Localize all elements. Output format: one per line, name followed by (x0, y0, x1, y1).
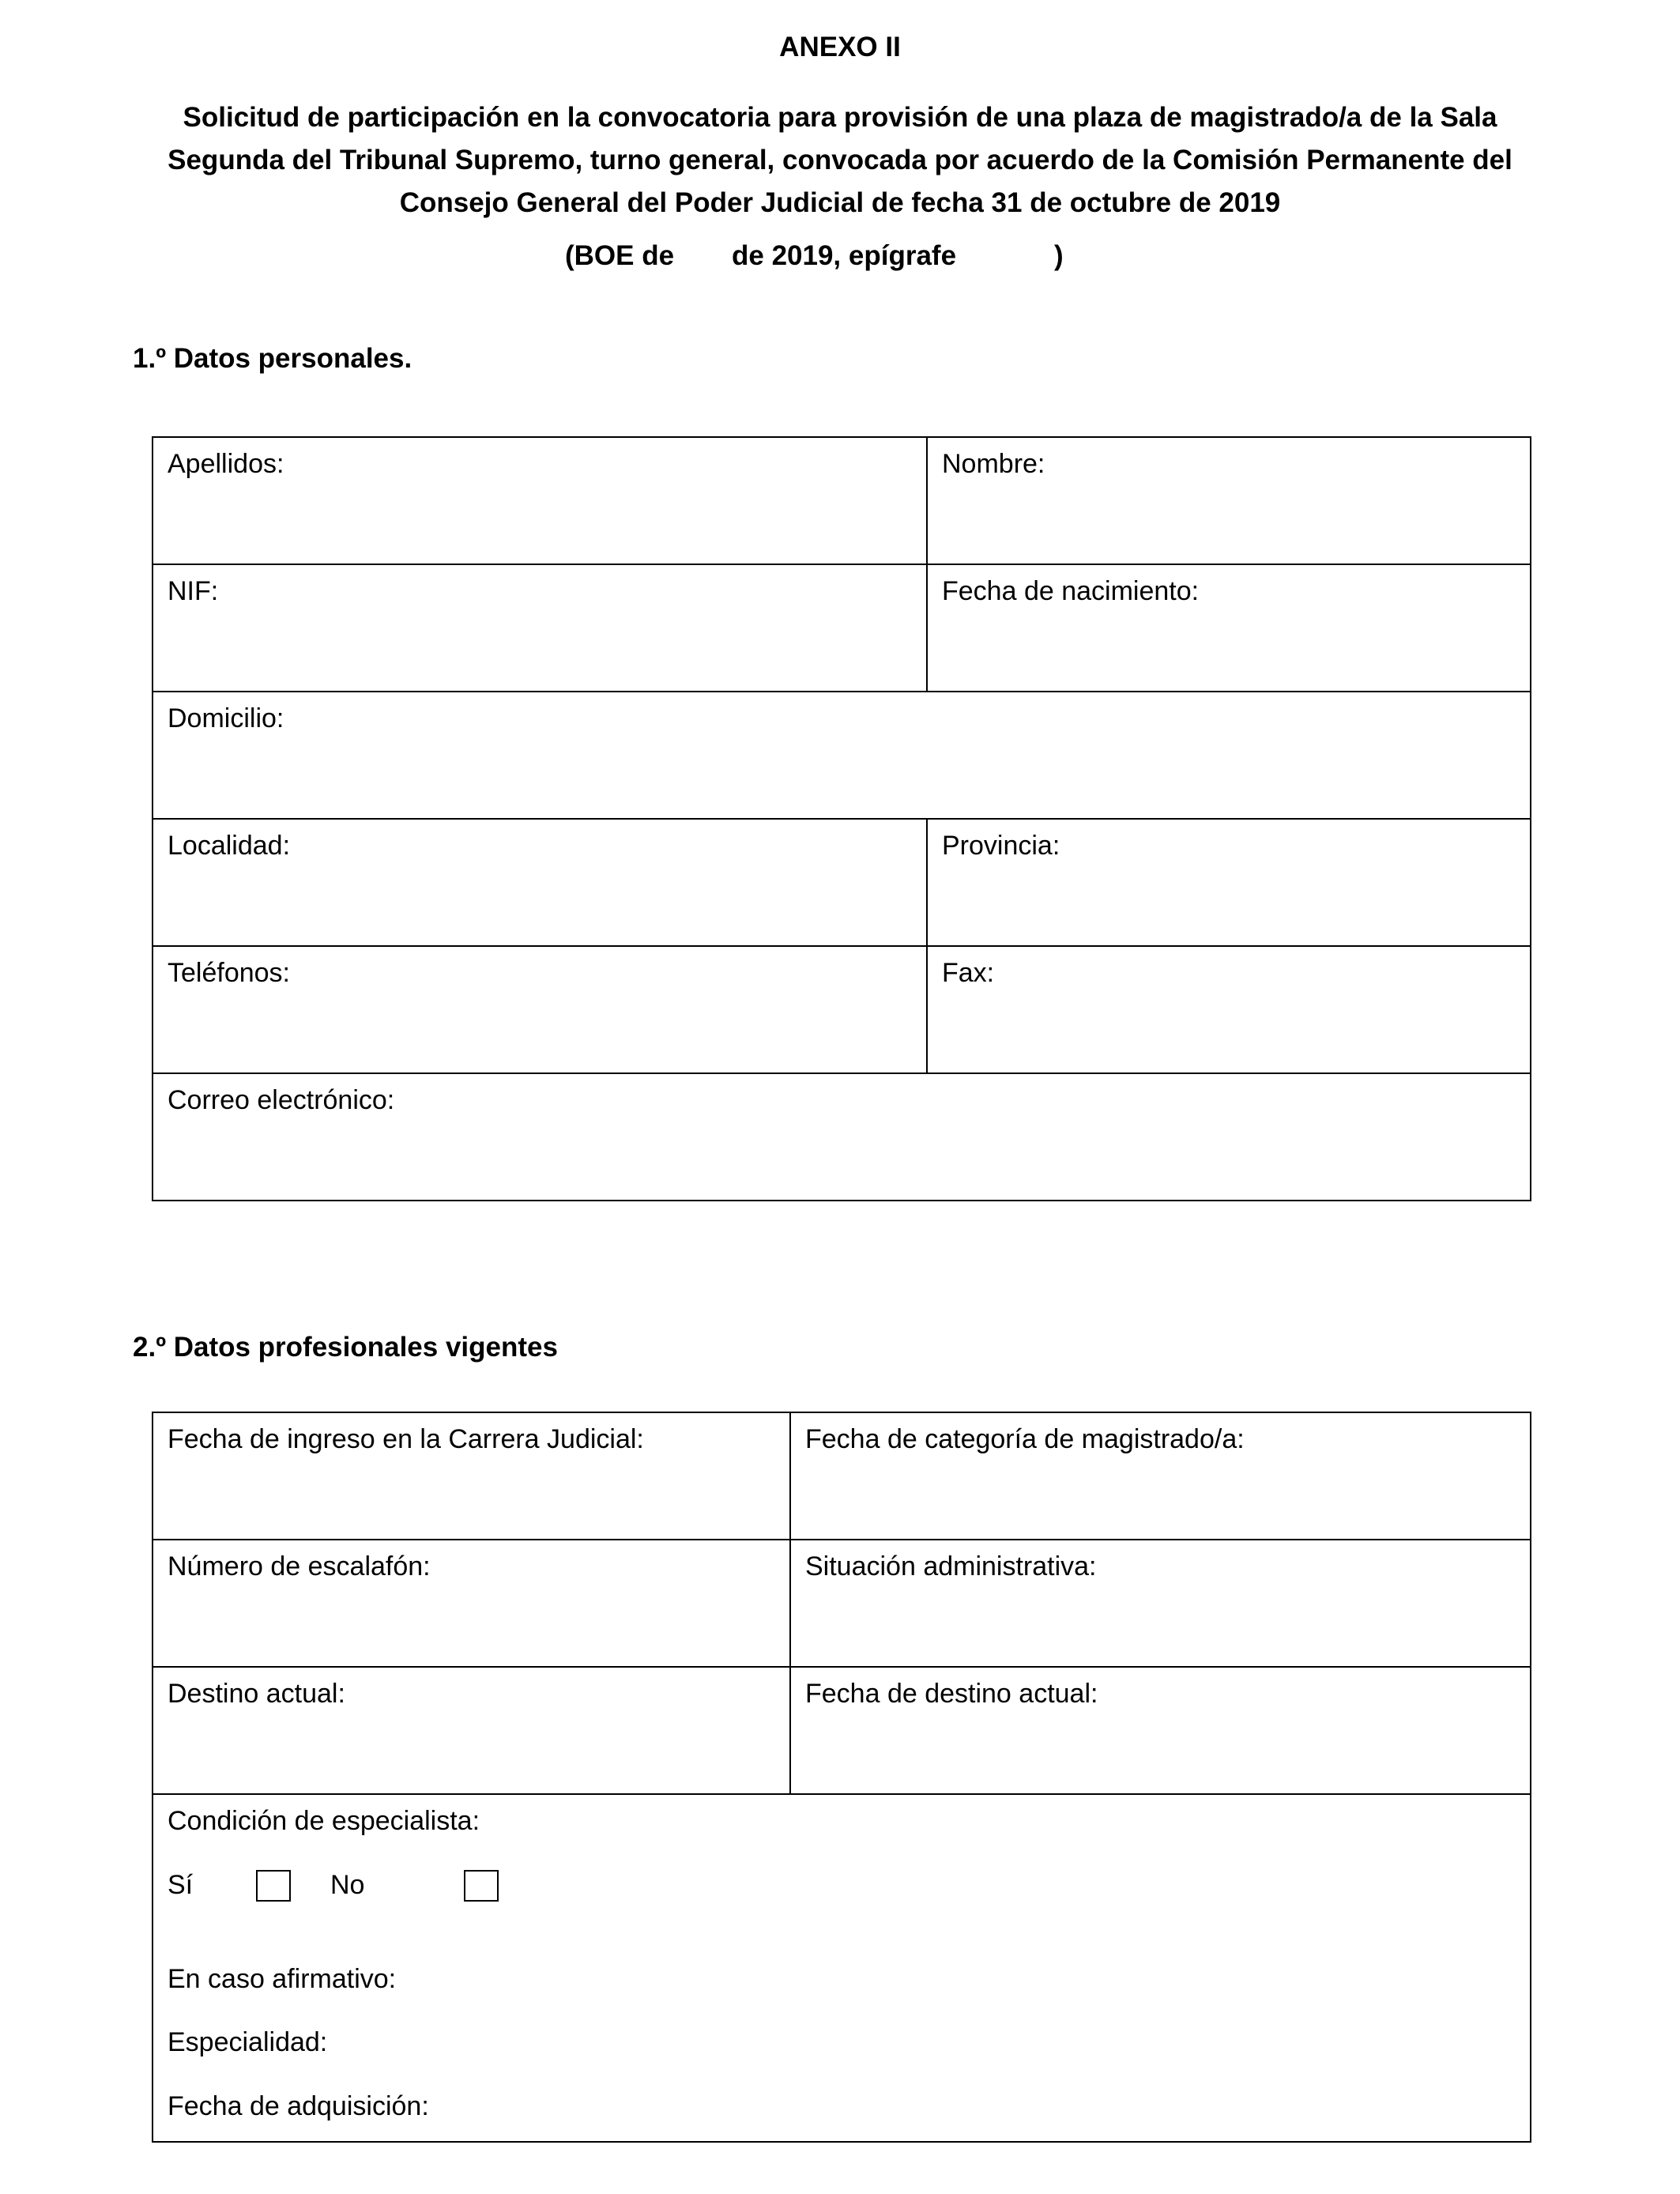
boe-prefix: (BOE de (565, 240, 675, 271)
si-checkbox[interactable] (256, 1870, 291, 1902)
fax-field[interactable] (927, 946, 1531, 1073)
numero-escalafon-label: Número de escalafón: (168, 1551, 431, 1581)
especialista-cell (153, 1794, 1531, 2142)
boe-close: ) (1054, 240, 1064, 271)
fecha-destino-field[interactable] (790, 1667, 1531, 1794)
table-row (153, 692, 1531, 819)
destino-actual-label: Destino actual: (168, 1679, 345, 1709)
caso-afirmativo-label: En caso afirmativo: (168, 1964, 397, 1994)
localidad-label: Localidad: (168, 831, 291, 861)
fecha-ingreso-label: Fecha de ingreso en la Carrera Judicial: (168, 1424, 644, 1454)
telefonos-label: Teléfonos: (168, 958, 290, 988)
si-label: Sí (168, 1870, 194, 1900)
destino-actual-field[interactable] (153, 1667, 790, 1794)
table-row (153, 1540, 1531, 1667)
correo-field[interactable] (153, 1073, 1531, 1201)
nombre-field[interactable] (927, 437, 1531, 564)
boe-middle: de 2019, epígrafe (732, 240, 957, 271)
domicilio-label: Domicilio: (168, 703, 284, 733)
provincia-field[interactable] (927, 819, 1531, 946)
provincia-label: Provincia: (942, 831, 1060, 861)
telefonos-field[interactable] (153, 946, 927, 1073)
personal-data-table (152, 436, 1531, 1201)
fecha-categoria-label: Fecha de categoría de magistrado/a: (805, 1424, 1245, 1454)
fax-label: Fax: (942, 958, 995, 988)
table-row (153, 1667, 1531, 1794)
localidad-field[interactable] (153, 819, 927, 946)
fecha-nacimiento-label: Fecha de nacimiento: (942, 576, 1200, 606)
no-checkbox[interactable] (464, 1870, 499, 1902)
document-title (126, 96, 1554, 224)
correo-label: Correo electrónico: (168, 1085, 395, 1115)
table-row (153, 564, 1531, 692)
numero-escalafon-field[interactable] (153, 1540, 790, 1667)
especialidad-label[interactable]: Especialidad: (168, 2027, 328, 2057)
table-row (153, 1412, 1531, 1540)
nif-label: NIF: (168, 576, 219, 606)
table-row (153, 1073, 1531, 1201)
fecha-ingreso-field[interactable] (153, 1412, 790, 1540)
apellidos-field[interactable] (153, 437, 927, 564)
table-row (153, 437, 1531, 564)
apellidos-label: Apellidos: (168, 449, 284, 479)
nif-field[interactable] (153, 564, 927, 692)
professional-data-table (152, 1412, 1531, 2143)
fecha-nacimiento-field[interactable] (927, 564, 1531, 692)
table-row (153, 946, 1531, 1073)
situacion-administrativa-label: Situación administrativa: (805, 1551, 1097, 1581)
section-personal-heading: 1.º Datos personales. (133, 343, 412, 374)
situacion-administrativa-field[interactable] (790, 1540, 1531, 1667)
title-line-3: Consejo General del Poder Judicial de fecha 31 de octubre de 2019 (399, 187, 1281, 218)
fecha-adquisicion-label[interactable]: Fecha de adquisición: (168, 2091, 429, 2121)
table-row (153, 1794, 1531, 2142)
fecha-destino-label: Fecha de destino actual: (805, 1679, 1098, 1709)
section-professional-heading: 2.º Datos profesionales vigentes (133, 1332, 558, 1363)
title-line-2: Segunda del Tribunal Supremo, turno general, convocada por acuerdo de la Comisión Permanente del (168, 145, 1512, 175)
especialista-label: Condición de especialista: (168, 1806, 480, 1836)
domicilio-field[interactable] (153, 692, 1531, 819)
nombre-label: Nombre: (942, 449, 1045, 479)
title-line-1: Solicitud de participación en la convocatoria para provisión de una plaza de magistrado/a de la Sala (183, 102, 1497, 133)
no-label: No (330, 1870, 365, 1900)
table-row (153, 819, 1531, 946)
fecha-categoria-field[interactable] (790, 1412, 1531, 1540)
annex-title: ANEXO II (779, 32, 901, 62)
